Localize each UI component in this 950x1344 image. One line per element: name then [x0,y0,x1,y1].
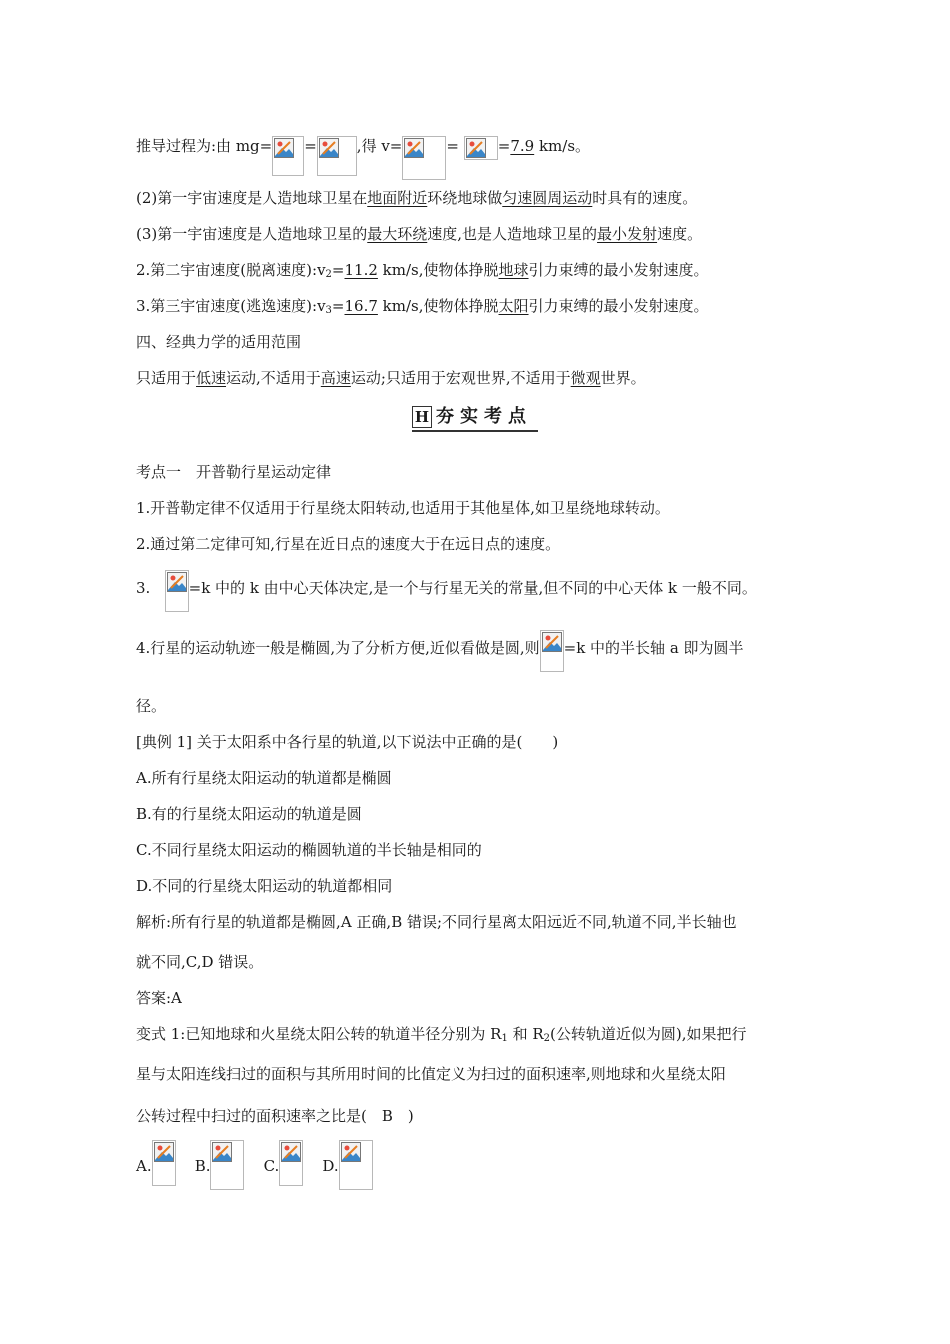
answer-fill: 最小发射 [597,225,658,243]
text: ,得 v= [356,137,403,155]
variant-options [136,1140,826,1190]
subscript: 1 [501,1033,508,1044]
formula-image-icon [152,1140,176,1186]
option-label: D. [322,1157,339,1175]
text: = [497,137,511,155]
option-d: D.不同的行星绕太阳运动的轨道都相同 [136,877,393,895]
text: 只适用于 [136,369,197,387]
option-label: C. [263,1157,280,1175]
formula-image-icon [464,136,498,160]
text: km/s,使物体挣脱 [377,297,499,315]
text: 3. [136,579,151,597]
text: = [331,297,345,315]
text: 速度,也是人造地球卫星的 [427,225,598,243]
text: 4.行星的运动轨迹一般是椭圆,为了分析方便,近似看做是圆,则 [136,639,540,657]
option-label: B. [194,1157,211,1175]
text: = [446,137,459,155]
answer-fill: 匀速圆周运动 [502,189,593,207]
answer-fill: 11.2 [344,261,378,279]
first-cosmic-speed-line-3 [136,224,826,244]
subscript: 2 [543,1033,551,1044]
variant-question-line-2: 星与太阳连线扫过的面积与其所用时间的比值定义为扫过的面积速率,则地球和火星绕太阳 [136,1065,726,1083]
point-2: 2.通过第二定律可知,行星在近日点的速度大于在远日点的速度。 [136,535,561,553]
text: 引力束缚的最小发射速度。 [528,297,709,315]
text: (公转轨道近似为圆),如果把行 [550,1025,747,1043]
formula-image-icon [402,136,446,180]
text: 速度。 [657,225,703,243]
derivation-line [136,136,826,180]
option-a: A.所有行星绕太阳运动的轨道都是椭圆 [136,769,392,787]
heading-underline [412,430,538,432]
formula-image-icon [165,570,189,612]
second-cosmic-speed-line [136,260,826,285]
text: 变式 1:已知地球和火星绕太阳公转的轨道半径分别为 R [136,1025,502,1043]
answer-fill: 太阳 [498,297,529,315]
third-cosmic-speed-line [136,296,826,321]
section-heading [412,404,538,432]
text: 和 R [507,1025,544,1043]
point-3 [136,570,826,614]
answer-fill: 7.9 [510,137,535,155]
variant-question-line-3: 公转过程中扫过的面积速率之比是( B ) [136,1107,414,1125]
formula-image-icon [272,136,304,176]
text: 运动;只适用于宏观世界,不适用于 [350,369,571,387]
text: km/s。 [534,137,591,155]
text: 2.第二宇宙速度(脱离速度):v [136,261,326,279]
point-4-continued: 径。 [136,697,167,715]
heading-badge-icon: H [412,406,432,428]
text: =k 中的 k 由中心天体决定,是一个与行星无关的常量,但不同的中心天体 k 一般不同。 [188,579,757,597]
applicability-line [136,368,826,388]
text: = [331,261,345,279]
answer-fill: 最大环绕 [367,225,428,243]
answer-fill: 微观 [570,369,601,387]
answer-fill: 高速 [320,369,351,387]
text: 引力束缚的最小发射速度。 [528,261,709,279]
example-question: [典例 1] 关于太阳系中各行星的轨道,以下说法中正确的是( ) [136,733,559,751]
analysis-line-2: 就不同,C,D 错误。 [136,953,264,971]
topic-title: 考点一 开普勒行星运动定律 [136,463,332,481]
section-title: 四、经典力学的适用范围 [136,333,302,351]
point-1: 1.开普勒定律不仅适用于行星绕太阳转动,也适用于其他星体,如卫星绕地球转动。 [136,499,670,517]
answer-fill: 16.7 [344,297,378,315]
text: km/s,使物体挣脱 [377,261,499,279]
formula-image-icon [279,1140,303,1186]
point-4 [136,630,826,674]
text: (2)第一宇宙速度是人造地球卫星在 [136,189,368,207]
option-label: A. [136,1157,152,1175]
formula-image-icon [339,1140,373,1190]
formula-image-icon [540,630,564,672]
answer-fill: 低速 [196,369,227,387]
text: 3.第三宇宙速度(逃逸速度):v [136,297,326,315]
option-b: B.有的行星绕太阳运动的轨道是圆 [136,805,362,823]
option-c: C.不同行星绕太阳运动的椭圆轨道的半长轴是相同的 [136,841,482,859]
variant-question-line-1 [136,1024,826,1049]
subscript: 2 [325,269,332,280]
answer-fill: 地球 [498,261,529,279]
subscript: 3 [325,305,332,316]
text: 运动,不适用于 [226,369,321,387]
analysis-line-1: 解析:所有行星的轨道都是椭圆,A 正确,B 错误;不同行星离太阳远近不同,轨道不同,半长轴也 [136,913,737,931]
text: 环绕地球做 [427,189,503,207]
formula-image-icon [317,136,357,176]
first-cosmic-speed-line-2 [136,188,826,208]
text: 世界。 [600,369,646,387]
answer-fill: 地面附近 [367,189,428,207]
formula-image-icon [210,1140,244,1190]
text: = [304,137,317,155]
text: (3)第一宇宙速度是人造地球卫星的 [136,225,368,243]
text: 时具有的速度。 [592,189,698,207]
heading-title: 夯实考点 [436,406,532,427]
text: 推导过程为:由 mg= [136,137,273,155]
text: =k 中的半长轴 a 即为圆半 [563,639,744,657]
answer-line: 答案:A [136,989,182,1007]
